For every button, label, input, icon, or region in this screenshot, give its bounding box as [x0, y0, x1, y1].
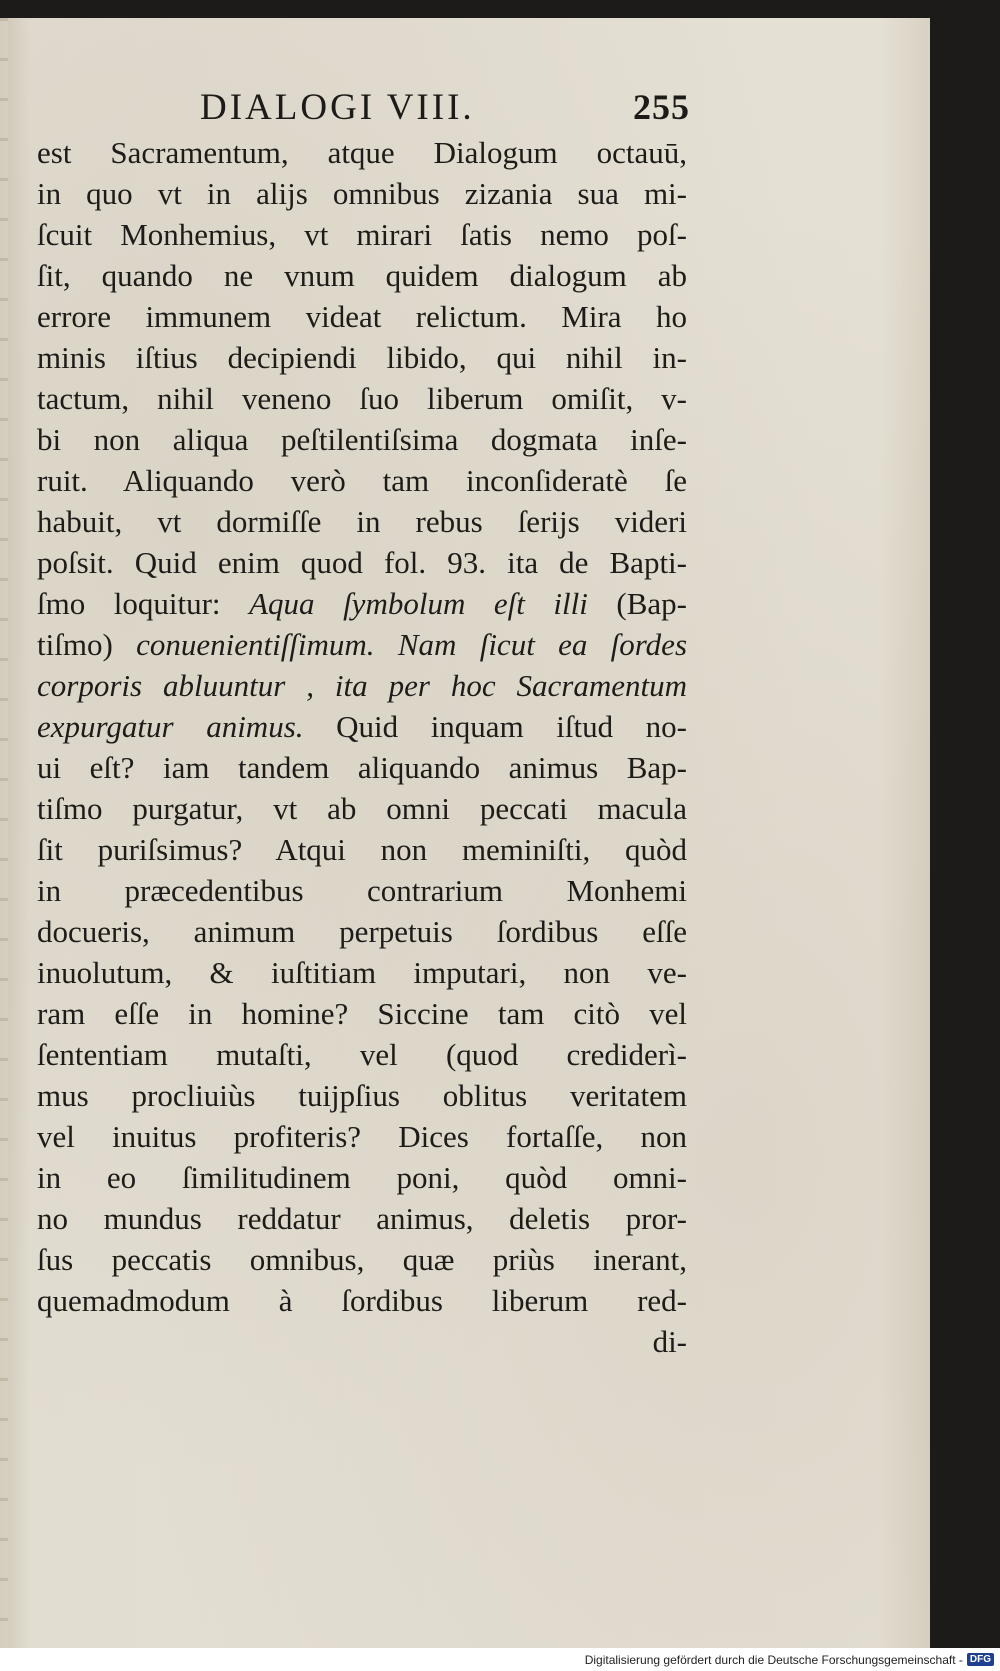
text-line: ſit, quando ne vnum quidem dialogum ab: [37, 258, 687, 293]
dfg-logo-icon: DFG: [967, 1653, 994, 1666]
italic-quote: , ita per hoc Sacramentum: [306, 668, 687, 703]
body-text: [37, 132, 687, 1362]
text-line: bi non aliqua peſtilentiſsima dogmata inſe-: [37, 422, 687, 457]
text-line: no mundus reddatur animus, deletis pror-: [37, 1201, 687, 1236]
text-line: ſus peccatis omnibus, quæ priùs inerant,: [37, 1242, 687, 1277]
text-line: est Sacramentum, atque Dialogum octauū,: [37, 135, 687, 170]
page-gutter: [0, 18, 8, 1648]
text-line: ſcuit Monhemius, vt mirari ſatis nemo poſ-: [37, 217, 687, 252]
text-line: tiſmo purgatur, vt ab omni peccati macula: [37, 791, 687, 826]
text-line-mixed: [37, 624, 687, 665]
text-segment: (Bap-: [616, 586, 687, 621]
text-line: mus procliuiùs tuijpſius oblitus veritatem: [37, 1078, 687, 1113]
italic-quote: corporis abluuntur: [37, 668, 286, 703]
catchword: di-: [652, 1324, 687, 1359]
italic-quote: expurgatur animus.: [37, 709, 304, 744]
text-line: minis iſtius decipiendi libido, qui nihil in-: [37, 340, 687, 375]
text-segment: Quid inquam iſtud no-: [336, 709, 687, 744]
page-number: 255: [633, 87, 690, 127]
text-line: ui eſt? iam tandem aliquando animus Bap-: [37, 750, 687, 785]
text-line: ram eſſe in homine? Siccine tam citò vel: [37, 996, 687, 1031]
text-line: habuit, vt dormiſſe in rebus ſerijs videri: [37, 504, 687, 539]
text-line: errore immunem videat relictum. Mira ho: [37, 299, 687, 334]
text-line: tactum, nihil veneno ſuo liberum omiſit, v-: [37, 381, 687, 416]
text-line: quemadmodum à ſordibus liberum red-: [37, 1283, 687, 1318]
italic-quote: Aqua ſymbolum eſt illi: [249, 586, 588, 621]
text-segment: ſmo loquitur:: [37, 586, 221, 621]
italic-quote: conuenientiſſimum. Nam ſicut ea ſordes: [136, 627, 687, 662]
text-line: docueris, animum perpetuis ſordibus eſſe: [37, 914, 687, 949]
text-line: poſsit. Quid enim quod fol. 93. ita de Bapti-: [37, 545, 687, 580]
text-line-mixed: [37, 706, 687, 747]
page-header: [200, 86, 690, 136]
text-line: in quo vt in alijs omnibus zizania sua mi-: [37, 176, 687, 211]
text-line: vel inuitus profiteris? Dices fortaſſe, non: [37, 1119, 687, 1154]
text-line: in præcedentibus contrarium Monhemi: [37, 873, 687, 908]
text-line: ſententiam mutaſti, vel (quod crediderì-: [37, 1037, 687, 1072]
text-line: inuolutum, & iuſtitiam imputari, non ve-: [37, 955, 687, 990]
text-line: ruit. Aliquando verò tam inconſideratè ſe: [37, 463, 687, 498]
text-segment: tiſmo): [37, 627, 113, 662]
running-head: DIALOGI VIII.: [200, 87, 475, 128]
digitization-footer: [0, 1648, 1000, 1671]
text-line: in eo ſimilitudinem poni, quòd omni-: [37, 1160, 687, 1195]
funding-notice: Digitalisierung gefördert durch die Deutsche Forschungsgemeinschaft -: [584, 1652, 963, 1667]
text-line-mixed: [37, 665, 687, 706]
text-line: ſit puriſsimus? Atqui non meminiſti, quòd: [37, 832, 687, 867]
text-line-mixed: [37, 583, 687, 624]
